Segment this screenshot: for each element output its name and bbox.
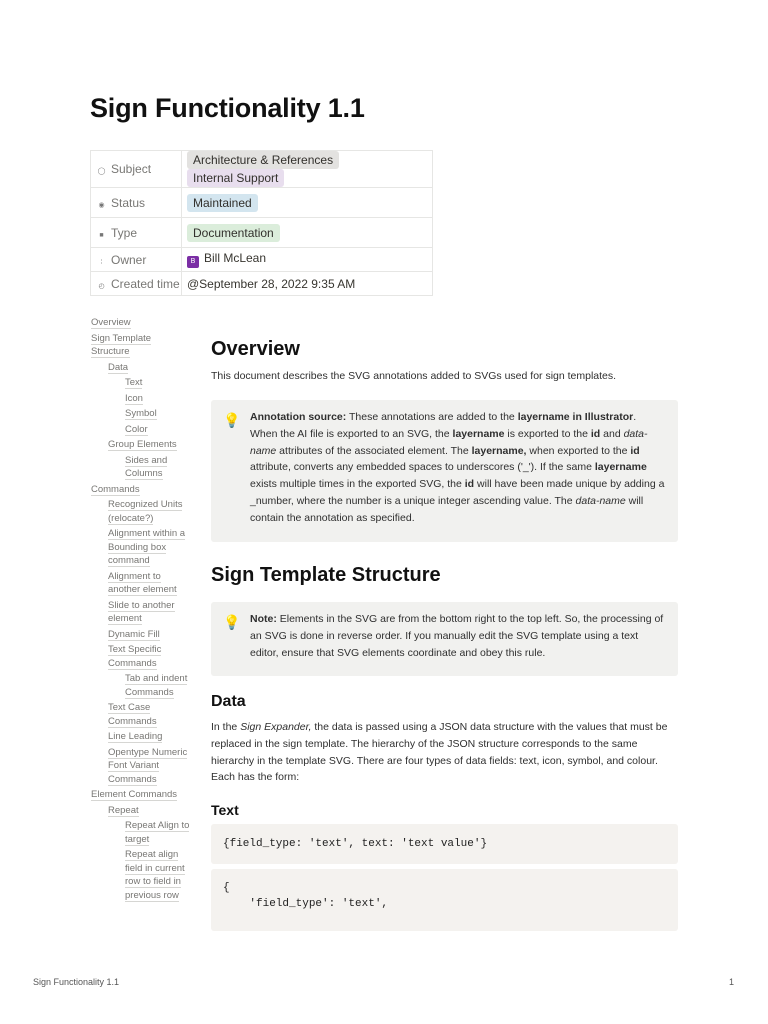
toc-link[interactable] [91, 570, 191, 597]
toc-link[interactable] [91, 804, 191, 818]
status-icon: ◉ [98, 201, 105, 209]
toc-link[interactable] [91, 788, 191, 802]
lightbulb-icon: 💡 [223, 614, 241, 630]
toc-link-label: Recognized Units (relocate?) [108, 499, 183, 524]
code-block-text-inline: {field_type: 'text', text: 'text value'} [211, 824, 678, 864]
type-tag[interactable]: Documentation [187, 224, 280, 242]
toc-link[interactable] [91, 392, 191, 406]
type-icon: ■ [99, 231, 104, 239]
lightbulb-icon: 💡 [223, 412, 241, 428]
toc-link-label: Tab and indent Commands [125, 673, 188, 698]
table-of-contents [91, 316, 191, 904]
toc-link-label: Opentype Numeric Font Variant Commands [108, 746, 188, 785]
overview-paragraph: This document describes the SVG annotations added to SVGs used for sign templates. [211, 370, 617, 382]
toc-link-label: Text Specific Commands [108, 644, 162, 669]
created-label: Created time [111, 276, 180, 291]
toc-link-label: Repeat [108, 804, 139, 816]
toc-link-label: Color [125, 423, 148, 435]
owner-avatar: B [187, 256, 199, 268]
toc-link[interactable] [91, 438, 191, 452]
page-title: Sign Functionality 1.1 [90, 93, 365, 123]
type-label: Type [111, 225, 138, 240]
toc-link-label: Group Elements [108, 439, 177, 450]
toc-link-label: Repeat align field in current row to field in previous row [125, 849, 185, 901]
status-label: Status [111, 195, 146, 210]
subject-label: Subject [111, 162, 152, 176]
toc-link[interactable] [91, 599, 191, 626]
annotation-source-callout: 💡 Annotation source: These annotations are added to the layername in Illustrator. When the AI file is exported to an SVG, the layername is exported to the id and data-name attributes of the associated element. The layername, when exported to the id attribute, converts any embedded spaces to underscores ('_'). If the same layername exists multiple times in the exported SVG, the id will have been made unique by adding a _number, where the number is a unique integer ascending value. The data-name will contain the annotation as specified. [211, 400, 678, 542]
toc-link-label: Dynamic Fill [108, 628, 160, 640]
data-heading: Data [211, 693, 246, 710]
toc-link[interactable] [91, 848, 191, 902]
footer-page-number: 1 [729, 977, 735, 987]
toc-link[interactable] [91, 527, 191, 568]
toc-link-label: Icon [125, 392, 143, 404]
toc-link-label: Text Case Commands [108, 702, 157, 727]
toc-link[interactable] [91, 483, 191, 497]
owner-label: Owner [111, 252, 147, 267]
clock-icon: ◴ [98, 282, 105, 290]
properties-table [90, 150, 433, 296]
structure-heading: Sign Template Structure [211, 564, 441, 586]
property-row-status [91, 188, 433, 218]
toc-link[interactable] [91, 498, 191, 525]
toc-link[interactable] [91, 819, 191, 846]
toc-link-label: Repeat Align to target [125, 820, 190, 845]
people-icon: ∶ [100, 258, 103, 266]
toc-link-label: Element Commands [91, 789, 178, 800]
subject-tag-internal-support[interactable]: Internal Support [187, 169, 284, 187]
toc-link[interactable] [91, 361, 191, 375]
toc-link-label: Alignment within a Bounding box command [108, 528, 186, 566]
toc-link[interactable] [91, 376, 191, 390]
toc-link-label: Sides and Columns [125, 454, 168, 479]
footer-title: Sign Functionality 1.1 [33, 977, 120, 987]
toc-link[interactable] [91, 454, 191, 481]
toc-link-label: Slide to another element [108, 599, 175, 624]
toc-link-label: Symbol [125, 408, 157, 419]
toc-link[interactable] [91, 332, 191, 359]
toc-link-label: Text [125, 377, 143, 388]
property-row-type [91, 218, 433, 248]
property-row-created [91, 272, 433, 296]
toc-link[interactable] [91, 643, 191, 670]
toc-link[interactable] [91, 746, 191, 787]
created-value: @September 28, 2022 9:35 AM [182, 272, 433, 296]
text-heading: Text [211, 802, 239, 818]
toc-link-label: Line Leading [108, 731, 163, 742]
owner-name[interactable]: Bill McLean [204, 251, 267, 265]
toc-link-label: Commands [91, 483, 140, 495]
note-callout: 💡 Note: Elements in the SVG are from the bottom right to the top left. So, the processing of an SVG is done in reverse order. If you manually edit the SVG template using a text editor, ensure that SVG elements coordinate and obey this rule. [211, 602, 678, 676]
toc-link[interactable] [91, 730, 191, 744]
property-row-owner [91, 248, 433, 272]
toc-link-label: Overview [91, 317, 131, 328]
data-paragraph: In the Sign Expander, the data is passed using a JSON data structure with the values that must be replaced in the sign template. The hierarchy of the JSON structure corresponds to the same hierarchy in the template SVG. There are four types of data fields: text, icon, symbol, and colour. Each has the form: [211, 721, 668, 784]
property-row-subject [91, 151, 433, 188]
toc-link-label: Sign Template Structure [91, 332, 152, 357]
toc-link[interactable] [91, 672, 191, 699]
subject-icon: ◯ [97, 168, 106, 175]
toc-link[interactable] [91, 423, 191, 437]
toc-link[interactable] [91, 407, 191, 421]
toc-link[interactable] [91, 628, 191, 642]
subject-tag-architecture[interactable]: Architecture & References [187, 151, 339, 169]
toc-link-label: Data [108, 361, 129, 373]
toc-link[interactable] [91, 701, 191, 728]
code-block-text-expanded: { 'field_type': 'text', [211, 869, 678, 931]
toc-link[interactable] [91, 316, 191, 330]
status-tag[interactable]: Maintained [187, 194, 258, 212]
toc-link-label: Alignment to another element [108, 570, 177, 595]
overview-heading: Overview [211, 338, 300, 360]
